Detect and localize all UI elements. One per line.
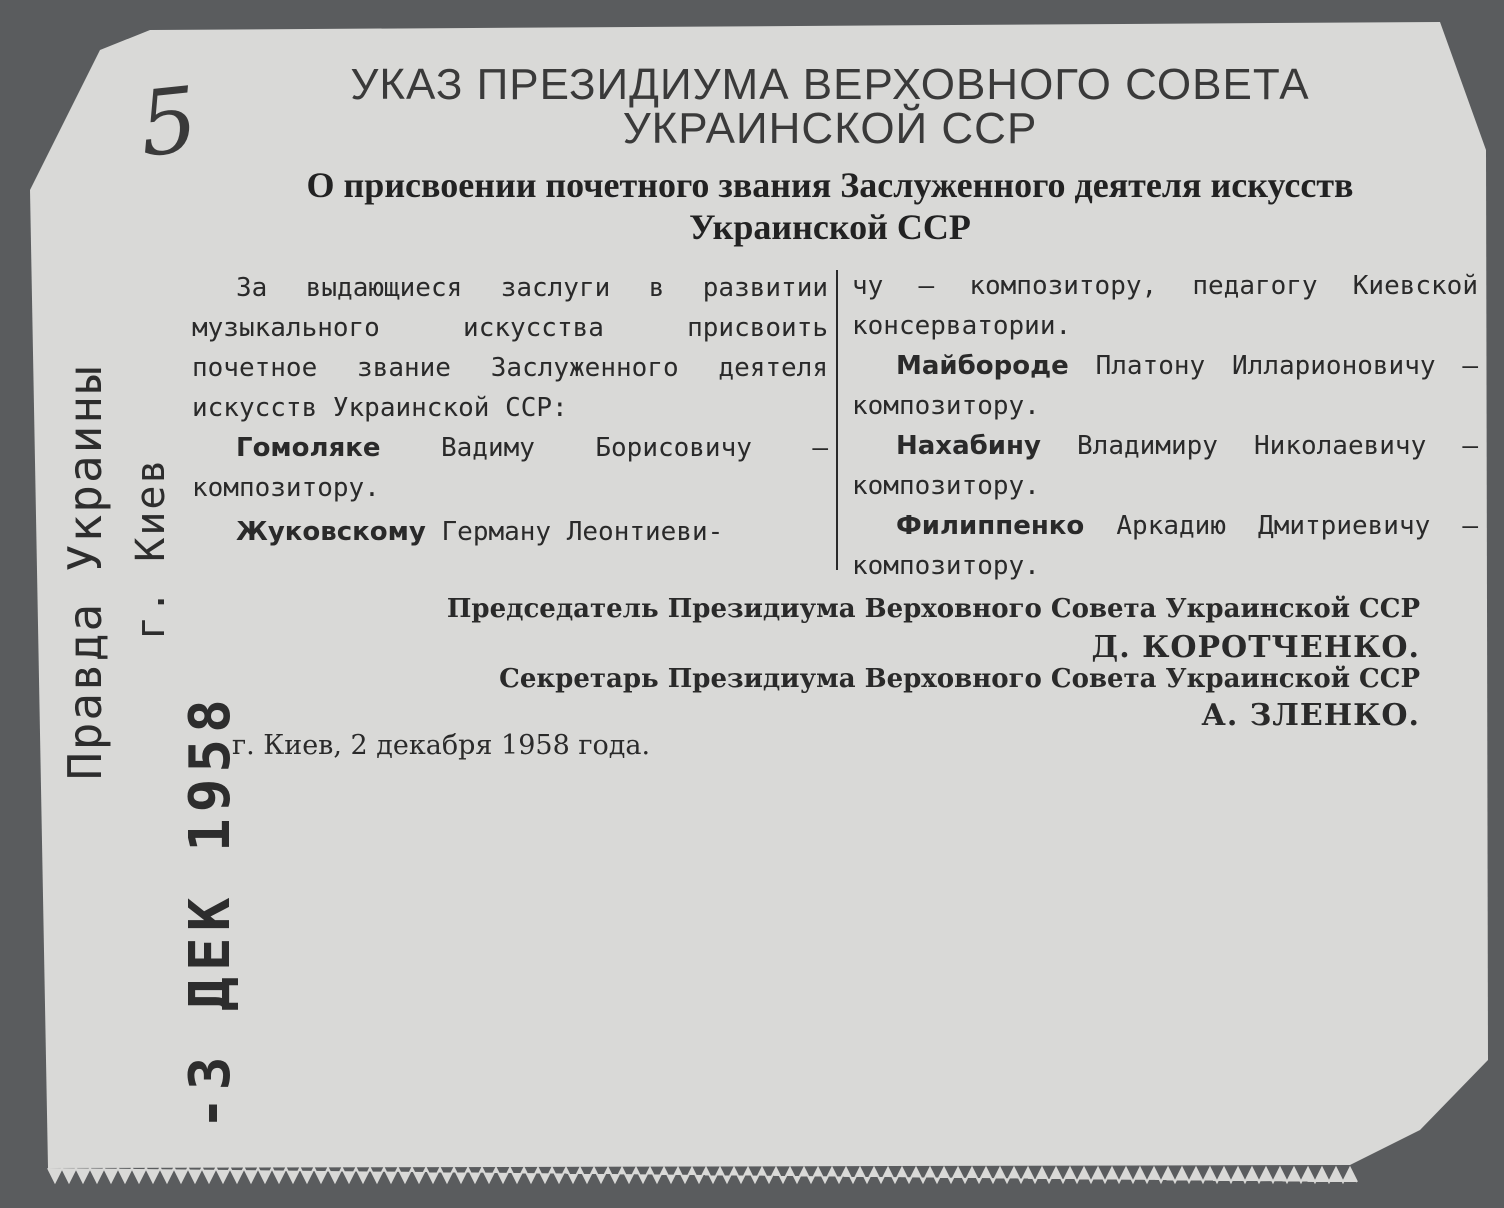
awardee-surname: Нахабину [896,431,1041,461]
subtitle-line1: О присвоении почетного звания Заслуженного деятеля искусств [306,165,1354,205]
awardee-details: Вадиму Борисовичу — композитору. [192,433,828,503]
awardee-paragraph [192,512,828,552]
awardee-paragraph [852,426,1478,506]
awardee-details-part1: Герману Леонтиеви- [425,517,724,547]
secretary-name: А. ЗЛЕНКО. [1201,698,1420,733]
awardee-paragraph [852,506,1478,586]
place-date: г. Киев, 2 декабря 1958 года. [232,730,651,761]
city-stamp: г. Киев [128,457,174,640]
chair-title: Председатель Президиума Верховного Совета Украинской ССР [446,594,1420,624]
awardee-details: Аркадию Дмитриевичу — композитору. [852,511,1478,581]
awardee-surname: Филиппенко [896,511,1085,541]
secretary-title: Секретарь Президиума Верховного Совета Украинской ССР [499,664,1420,694]
awardee-surname: Гомоляке [236,433,381,463]
text-column-right [852,266,1478,586]
awardee-paragraph [192,428,828,508]
awardee-details: Платону Илларионовичу — композитору. [852,351,1478,421]
decree-title-line2: УКРАИНСКОЙ ССР [622,104,1038,153]
awardee-paragraph [852,346,1478,426]
awardee-details-part2: чу — композитору, педагогу Киевской консерватории. [852,271,1478,341]
handwritten-number: 5 [134,67,203,178]
decree-subtitle [190,164,1470,248]
text-column-left [192,268,828,552]
decree-title-line1: УКАЗ ПРЕЗИДИУМА ВЕРХОВНОГО СОВЕТА [350,60,1310,109]
subtitle-line2: Украинской ССР [689,207,971,247]
source-stamp: Правда Украины [58,364,112,780]
chair-name: Д. КОРОТЧЕНКО. [1091,630,1420,665]
awardee-surname: Майбороде [896,351,1069,381]
awardee-surname: Жуковскому [236,517,426,547]
paper-serrated-edge [48,1168,1357,1182]
awardee-details: Владимиру Николаевичу — композитору. [852,431,1478,501]
column-divider [836,270,838,570]
date-stamp: -3 ДЕК 1958 [178,693,243,1130]
intro-paragraph: За выдающиеся заслуги в развитии музыкального искусства присвоить почетное звание Заслуженного деятеля искусств Украинской ССР: [192,273,828,423]
